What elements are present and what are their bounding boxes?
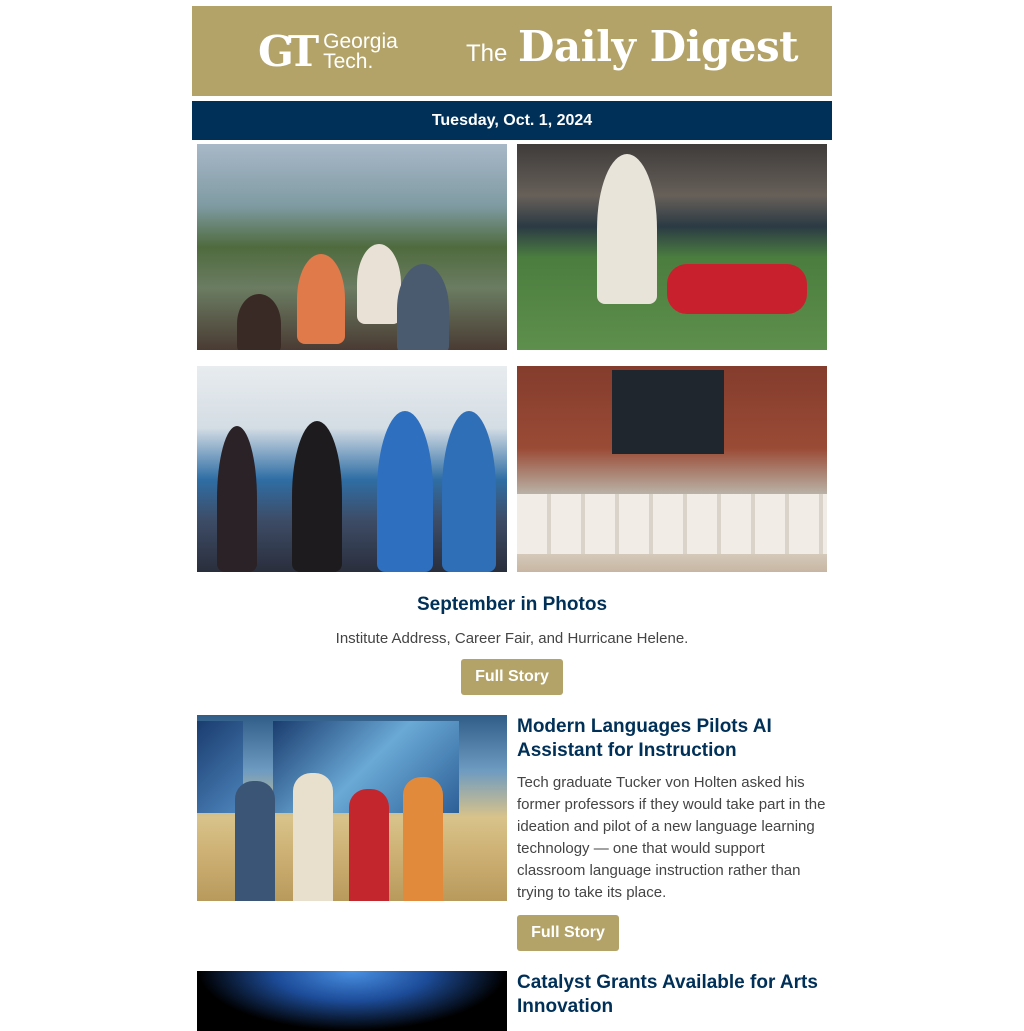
photo-institute-address[interactable] (197, 144, 507, 350)
gt-logo-mark: GT (258, 27, 314, 76)
georgia-tech-logo[interactable] (258, 27, 398, 76)
newsletter (192, 6, 832, 140)
date-bar: Tuesday, Oct. 1, 2024 (192, 101, 832, 140)
logo-line-2: Tech. (323, 50, 374, 73)
photo-football[interactable] (517, 144, 827, 350)
title-prefix: The (466, 40, 508, 67)
photo-grid (197, 144, 827, 573)
full-story-button-photos[interactable]: Full Story (461, 659, 563, 695)
section-subtitle: Institute Address, Career Fair, and Hurricane Helene. (335, 630, 689, 647)
story-body: Tech graduate Tucker von Holten asked his former professors if they would take part in the ideation and pilot of a new language learning technology — one that would support classroom language instruction rather than trying to take its place. (517, 774, 826, 901)
newsletter-header (192, 6, 832, 96)
photo-ferst-center-sandbags[interactable] (517, 366, 827, 572)
newsletter-title: Daily Digest (518, 22, 799, 71)
full-story-button-ai[interactable]: Full Story (517, 915, 619, 951)
section-title[interactable]: September in Photos (416, 594, 608, 615)
photo-career-fair[interactable] (197, 366, 507, 572)
logo-wordmark (323, 32, 398, 72)
story-title[interactable]: Catalyst Grants Available for Arts Innovation (517, 972, 818, 1017)
story-image-ai-assistant[interactable] (197, 715, 507, 901)
story-image-catalyst-grants[interactable] (197, 971, 507, 1031)
story-title[interactable]: Modern Languages Pilots AI Assistant for Instruction (517, 716, 772, 761)
logo-line-1: Georgia (323, 30, 398, 53)
